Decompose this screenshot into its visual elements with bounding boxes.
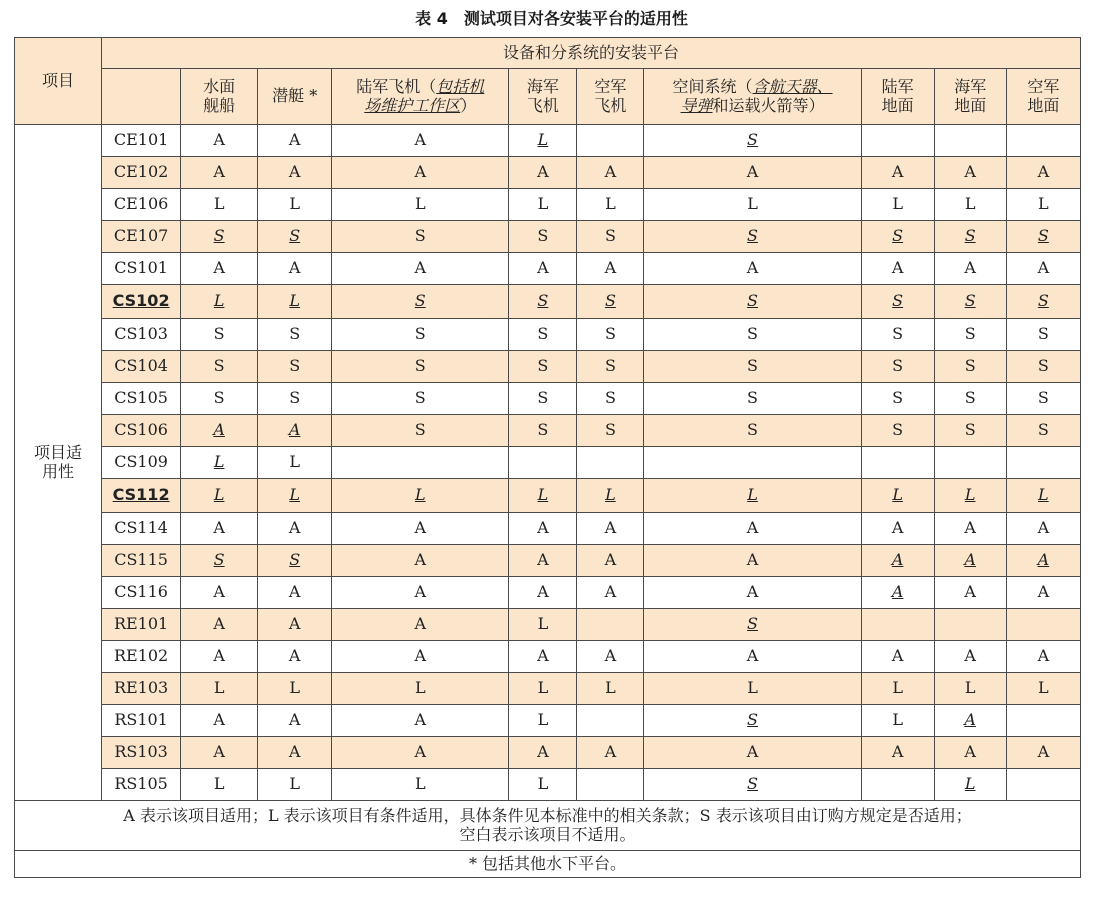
applicability-cell: A [181,577,258,609]
applicability-cell: L [509,125,577,157]
applicability-cell [577,447,644,479]
table-row [15,577,1081,609]
applicability-cell: A [181,253,258,285]
applicability-cell: S [644,415,861,447]
platform-column-header [861,69,934,125]
footnote-row [15,851,1081,878]
applicability-cell: L [509,705,577,737]
applicability-cell: L [258,673,332,705]
test-item-code: CE107 [102,221,181,253]
applicability-cell: L [258,189,332,221]
applicability-cell: L [509,673,577,705]
applicability-cell: S [258,221,332,253]
platform-column-header [577,69,644,125]
applicability-cell: A [258,609,332,641]
column-header-text: 和运载火箭等） [712,95,825,115]
applicability-cell [332,447,509,479]
applicability-cell: A [258,577,332,609]
applicability-cell: A [934,253,1006,285]
applicability-cell: A [1006,737,1080,769]
table-row [15,415,1081,447]
applicability-cell: S [332,319,509,351]
applicability-cell: L [332,479,509,513]
applicability-cell: S [861,351,934,383]
applicability-cell: L [934,479,1006,513]
applicability-cell: S [181,319,258,351]
applicability-cell: S [861,415,934,447]
applicability-cell: A [1006,641,1080,673]
applicability-cell: S [1006,285,1080,319]
platform-column-header [644,69,861,125]
test-item-code: CS109 [102,447,181,479]
test-item-code: RE102 [102,641,181,673]
applicability-cell: A [181,415,258,447]
applicability-cell: S [332,383,509,415]
platform-column-header [509,69,577,125]
item-header: 项目 [15,38,102,125]
applicability-cell: A [861,253,934,285]
applicability-cell: A [332,125,509,157]
test-item-code: CS104 [102,351,181,383]
applicability-cell: S [934,415,1006,447]
applicability-cell: S [644,769,861,801]
applicability-cell: A [644,513,861,545]
applicability-cell: A [258,157,332,189]
applicability-cell: L [644,479,861,513]
column-header-text: 陆军飞机（ [356,77,437,97]
applicability-cell: S [258,383,332,415]
applicability-cell: A [332,157,509,189]
test-item-code: CS116 [102,577,181,609]
applicability-cell: A [934,545,1006,577]
applicability-cell: L [861,705,934,737]
applicability-cell: L [258,769,332,801]
applicability-cell: S [577,221,644,253]
applicability-cell: L [934,189,1006,221]
column-header-text: 地面 [1027,95,1060,115]
column-header-text: 空军 [594,77,627,97]
column-header-text: ） [460,95,477,115]
test-item-code: CS112 [102,479,181,513]
column-header-text: 包括机 [436,77,485,97]
table-row [15,641,1081,673]
column-header-text: 潜艇 * [272,86,318,106]
applicability-cell: S [509,285,577,319]
test-item-code: CS105 [102,383,181,415]
applicability-cell: A [181,513,258,545]
applicability-cell: A [258,737,332,769]
applicability-cell [1006,447,1080,479]
column-header-text: 空间系统（ [672,77,753,97]
applicability-cell: A [934,157,1006,189]
table-row [15,673,1081,705]
applicability-cell: A [509,577,577,609]
table-row [15,737,1081,769]
test-item-code: CS115 [102,545,181,577]
applicability-cell: A [577,157,644,189]
applicability-cell: A [181,125,258,157]
applicability-cell [861,609,934,641]
applicability-cell: L [332,673,509,705]
applicability-side-label: 项目适用性 [15,125,102,801]
test-item-code: CS101 [102,253,181,285]
applicability-cell: L [332,769,509,801]
platform-column-header [332,69,509,125]
applicability-cell: A [861,737,934,769]
table-row [15,285,1081,319]
column-header-text: 陆军 [881,77,914,97]
applicability-cell: A [258,641,332,673]
applicability-cell: L [1006,673,1080,705]
applicability-cell: L [181,673,258,705]
column-header-text: 地面 [881,95,914,115]
applicability-cell: A [332,513,509,545]
legend-note-row [15,801,1081,851]
applicability-cell: S [577,383,644,415]
test-item-code: RS105 [102,769,181,801]
column-header-text: 飞机 [526,95,559,115]
test-item-code: CE102 [102,157,181,189]
applicability-cell: S [861,221,934,253]
applicability-cell: L [258,479,332,513]
test-item-code: RE101 [102,609,181,641]
legend-note: A 表示该项目适用；L 表示该项目有条件适用，具体条件见本标准中的相关条款；S 表示该项目由订购方规定是否适用； 空白表示该项目不适用。 [15,801,1081,851]
applicability-cell: A [577,737,644,769]
applicability-cell: S [934,285,1006,319]
applicability-cell: A [1006,513,1080,545]
applicability-cell: S [509,415,577,447]
applicability-cell: L [509,189,577,221]
applicability-cell: A [644,545,861,577]
applicability-cell [861,769,934,801]
applicability-cell: A [181,641,258,673]
table-row [15,447,1081,479]
table-title: 表 4 测试项目对各安装平台的适用性 [415,9,688,28]
applicability-cell: A [258,415,332,447]
applicability-cell: L [181,447,258,479]
test-item-code: CS114 [102,513,181,545]
applicability-cell: A [861,545,934,577]
applicability-cell: A [577,545,644,577]
applicability-cell: A [332,705,509,737]
applicability-cell: A [181,157,258,189]
applicability-cell: A [509,253,577,285]
column-header-text: 海军 [526,77,559,97]
applicability-cell: S [644,221,861,253]
applicability-cell: S [509,221,577,253]
applicability-cell: S [509,383,577,415]
applicability-cell: S [332,221,509,253]
applicability-cell [577,769,644,801]
platform-column-header [1006,69,1080,125]
table-row [15,157,1081,189]
column-header-text: 舰船 [203,95,236,115]
applicability-cell: L [861,673,934,705]
applicability-cell: L [181,479,258,513]
applicability-cell: A [332,609,509,641]
applicability-cell: L [181,189,258,221]
applicability-cell: S [934,351,1006,383]
applicability-cell: A [861,641,934,673]
applicability-cell: A [509,157,577,189]
test-item-code: CE106 [102,189,181,221]
applicability-cell: A [934,513,1006,545]
table-row [15,545,1081,577]
table-row [15,479,1081,513]
applicability-cell: S [577,415,644,447]
applicability-cell: A [332,545,509,577]
table-row [15,125,1081,157]
applicability-cell: S [1006,351,1080,383]
applicability-cell: A [509,545,577,577]
item-code-header-blank [102,69,181,125]
column-header-text: 飞机 [594,95,627,115]
applicability-cell: S [934,221,1006,253]
applicability-cell: A [509,641,577,673]
applicability-cell: A [1006,157,1080,189]
applicability-cell: L [509,769,577,801]
applicability-cell: S [644,285,861,319]
column-header-text: 海军 [954,77,987,97]
table-row [15,319,1081,351]
applicability-cell: A [181,737,258,769]
applicability-cell: A [332,737,509,769]
applicability-cell: A [332,577,509,609]
column-header-text: 地面 [954,95,987,115]
applicability-cell [577,705,644,737]
table-row [15,769,1081,801]
footnote: * 包括其他水下平台。 [15,851,1081,878]
applicability-cell: S [934,319,1006,351]
column-header-text: 水面 [203,77,236,97]
applicability-cell: S [258,545,332,577]
applicability-cell: L [332,189,509,221]
applicability-cell: A [1006,545,1080,577]
applicability-cell [1006,705,1080,737]
applicability-cell: S [934,383,1006,415]
applicability-cell [1006,609,1080,641]
applicability-cell [577,125,644,157]
applicability-cell: L [1006,189,1080,221]
applicability-cell: S [181,221,258,253]
applicability-cell [1006,769,1080,801]
applicability-cell [577,609,644,641]
applicability-cell: S [644,609,861,641]
applicability-cell: S [181,351,258,383]
applicability-cell: S [1006,383,1080,415]
applicability-cell: A [332,253,509,285]
applicability-cell: A [934,641,1006,673]
platform-column-header [934,69,1006,125]
applicability-cell: S [577,319,644,351]
applicability-cell: A [644,157,861,189]
applicability-cell: S [861,383,934,415]
applicability-cell: A [258,513,332,545]
applicability-cell: L [861,189,934,221]
applicability-cell: S [1006,221,1080,253]
test-item-code: CS102 [102,285,181,319]
applicability-cell: S [861,285,934,319]
applicability-cell: A [1006,253,1080,285]
table-row [15,221,1081,253]
applicability-cell: S [332,415,509,447]
applicability-table [14,37,1081,878]
applicability-cell: S [509,319,577,351]
column-header-text: 导弹 [680,95,713,115]
applicability-cell: L [577,189,644,221]
applicability-cell: S [644,319,861,351]
table-row [15,513,1081,545]
table-row [15,383,1081,415]
applicability-cell: S [644,351,861,383]
applicability-cell: S [332,285,509,319]
applicability-cell: S [1006,415,1080,447]
applicability-cell [509,447,577,479]
applicability-cell: S [509,351,577,383]
applicability-cell [934,609,1006,641]
applicability-cell: A [644,577,861,609]
applicability-cell: S [644,383,861,415]
test-item-code: CS103 [102,319,181,351]
platform-column-header [258,69,332,125]
applicability-cell: A [861,157,934,189]
applicability-cell: A [258,125,332,157]
platform-group-header: 设备和分系统的安装平台 [102,38,1081,69]
applicability-cell: A [181,705,258,737]
applicability-cell: L [181,285,258,319]
applicability-cell: A [577,253,644,285]
platform-column-header [181,69,258,125]
table-row [15,705,1081,737]
applicability-cell [934,447,1006,479]
applicability-cell: S [577,285,644,319]
test-item-code: CS106 [102,415,181,447]
test-item-code: CE101 [102,125,181,157]
applicability-cell: A [577,577,644,609]
applicability-cell [861,125,934,157]
applicability-cell: L [258,285,332,319]
applicability-cell: S [644,705,861,737]
column-header-text: 空军 [1027,77,1060,97]
applicability-cell: A [509,737,577,769]
applicability-cell: A [934,737,1006,769]
applicability-cell: A [577,513,644,545]
applicability-cell: A [644,253,861,285]
applicability-cell: A [861,513,934,545]
applicability-cell: S [181,545,258,577]
applicability-cell: A [577,641,644,673]
applicability-cell: S [1006,319,1080,351]
applicability-cell: L [934,673,1006,705]
applicability-cell: S [181,383,258,415]
applicability-cell: L [861,479,934,513]
applicability-cell: L [258,447,332,479]
column-header-text: 含航天器、 [752,77,833,97]
applicability-cell: S [861,319,934,351]
applicability-cell: S [644,125,861,157]
applicability-cell: A [258,705,332,737]
applicability-cell: S [577,351,644,383]
applicability-cell [644,447,861,479]
applicability-cell: A [644,641,861,673]
applicability-cell: L [934,769,1006,801]
applicability-cell: S [258,319,332,351]
applicability-cell [1006,125,1080,157]
applicability-cell: S [332,351,509,383]
applicability-cell: A [934,577,1006,609]
test-item-code: RS103 [102,737,181,769]
table-row [15,189,1081,221]
applicability-cell: L [181,769,258,801]
applicability-cell: A [332,641,509,673]
applicability-cell: S [258,351,332,383]
test-item-code: RS101 [102,705,181,737]
applicability-cell: A [181,609,258,641]
applicability-cell [861,447,934,479]
applicability-cell: A [861,577,934,609]
applicability-cell: L [577,673,644,705]
applicability-cell: L [644,189,861,221]
table-row [15,351,1081,383]
table-row [15,253,1081,285]
table-row [15,609,1081,641]
applicability-cell: A [509,513,577,545]
applicability-cell: L [644,673,861,705]
applicability-cell [934,125,1006,157]
applicability-cell: L [1006,479,1080,513]
applicability-cell: A [1006,577,1080,609]
applicability-cell: L [577,479,644,513]
applicability-cell: A [934,705,1006,737]
column-header-text: 场维护工作区 [364,95,461,115]
applicability-cell: L [509,609,577,641]
applicability-cell: A [644,737,861,769]
test-item-code: RE103 [102,673,181,705]
applicability-cell: L [509,479,577,513]
applicability-cell: A [258,253,332,285]
